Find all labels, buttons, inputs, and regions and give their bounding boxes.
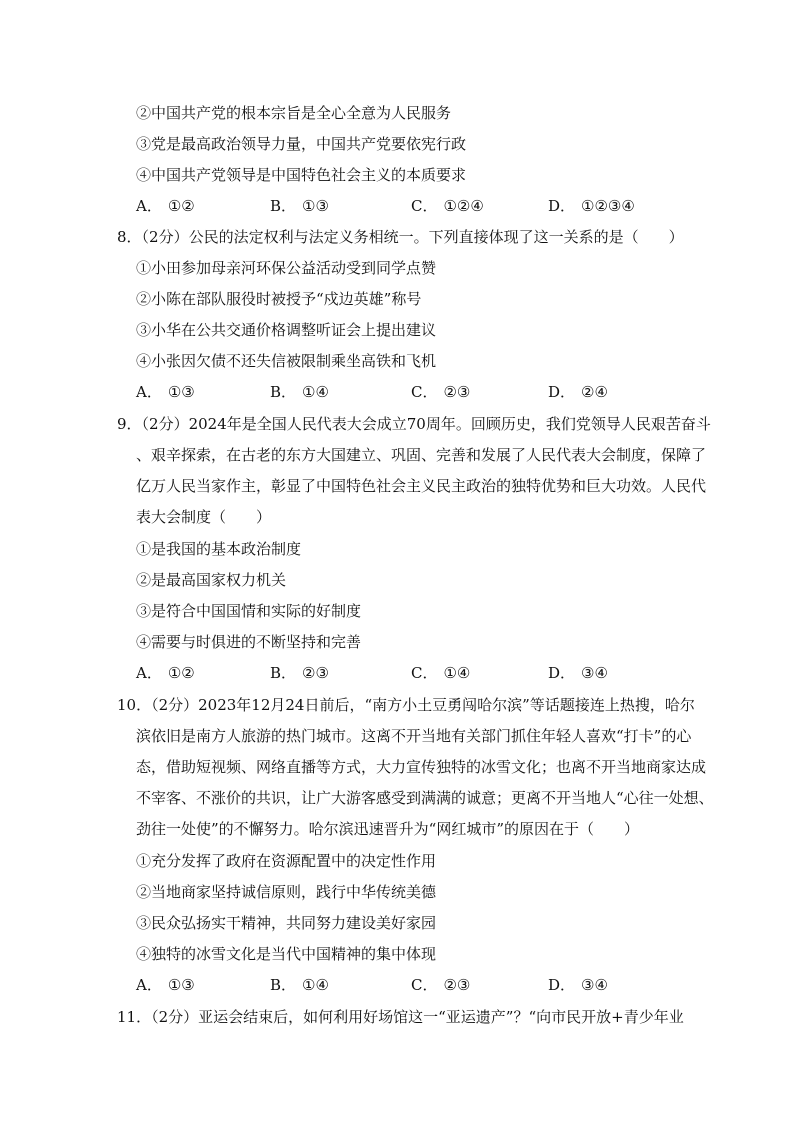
option-c — [411, 975, 470, 995]
question-8-stem: 8．（2分）公民的法定权利与法定义务相统一。下列直接体现了这一关系的是（ ） — [117, 228, 684, 246]
option-d — [548, 382, 608, 402]
statement: ②中国共产党的根本宗旨是全心全意为人民服务 — [136, 104, 452, 122]
option-b — [270, 663, 329, 683]
statement: ④需要与时俱进的不断坚持和完善 — [136, 633, 362, 651]
question-10-stem: 劲往一处使”的不懈努力。哈尔滨迅速晋升为“网红城市”的原因在于（ ） — [136, 820, 640, 838]
option-text: ③④ — [581, 664, 608, 682]
option-letter: A． — [136, 197, 162, 215]
question-9-stem: 亿万人民当家作主，彰显了中国特色社会主义民主政治的独特优势和巨大功效。人民代 — [136, 477, 707, 495]
option-letter: C． — [411, 664, 438, 682]
statement: ④中国共产党领导是中国特色社会主义的本质要求 — [136, 166, 467, 184]
option-letter: C． — [411, 976, 438, 994]
option-letter: D． — [548, 383, 576, 401]
option-letter: B． — [270, 197, 297, 215]
statement: ④独特的冰雪文化是当代中国精神的集中体现 — [136, 945, 437, 963]
option-letter: B． — [270, 383, 297, 401]
question-10-stem: 滨依旧是南方人旅游的热门城市。这离不开当地有关部门抓住年轻人喜欢“打卡”的心 — [136, 727, 692, 745]
option-d — [548, 975, 608, 995]
option-text: ①②④ — [443, 197, 484, 215]
option-c — [411, 382, 470, 402]
question-10-stem: 不宰客、不涨价的共识，让广大游客感受到满满的诚意；更离不开当地人“心往一处想、 — [136, 789, 714, 807]
option-text: ①② — [167, 664, 195, 682]
statement: ②是最高国家权力机关 — [136, 571, 287, 589]
option-a — [136, 382, 195, 402]
option-a — [136, 196, 195, 216]
option-letter: D． — [548, 197, 576, 215]
option-letter: A． — [136, 976, 162, 994]
option-text: ①②③④ — [581, 197, 635, 215]
option-d — [548, 663, 608, 683]
option-text: ②③ — [302, 664, 329, 682]
option-b — [270, 382, 329, 402]
option-letter: A． — [136, 664, 162, 682]
option-text: ①③ — [167, 976, 195, 994]
option-text: ①④ — [302, 383, 329, 401]
option-text: ①④ — [443, 664, 471, 682]
option-b — [270, 975, 329, 995]
option-c — [411, 196, 484, 216]
statement: ②当地商家坚持诚信原则，践行中华传统美德 — [136, 883, 437, 901]
option-letter: C． — [411, 383, 438, 401]
statement: ①小田参加母亲河环保公益活动受到同学点赞 — [136, 259, 437, 277]
option-letter: C． — [411, 197, 438, 215]
option-letter: B． — [270, 664, 297, 682]
option-text: ①③ — [302, 197, 329, 215]
question-10-stem: 态，借助短视频、网络直播等方式，大力宣传独特的冰雪文化；也离不开当地商家达成 — [136, 758, 707, 776]
statement: ③民众弘扬实干精神，共同努力建设美好家园 — [136, 914, 437, 932]
option-text: ③④ — [581, 976, 608, 994]
option-c — [411, 663, 470, 683]
option-b — [270, 196, 329, 216]
option-text: ②④ — [581, 383, 608, 401]
option-letter: D． — [548, 664, 576, 682]
option-d — [548, 196, 635, 216]
option-a — [136, 663, 195, 683]
statement: ③党是最高政治领导力量，中国共产党要依宪行政 — [136, 135, 467, 153]
question-11-stem: 11．（2分）亚运会结束后，如何利用好场馆这一“亚运遗产”？“向市民开放+青少年业 — [117, 1008, 684, 1026]
option-text: ①② — [167, 197, 195, 215]
option-text: ②③ — [443, 976, 471, 994]
statement: ③是符合中国国情和实际的好制度 — [136, 602, 362, 620]
statement: ②小陈在部队服役时被授予“戍边英雄”称号 — [136, 290, 422, 308]
question-10-stem: 10．（2分）2023年12月24日前后，“南方小土豆勇闯哈尔滨”等话题接连上热搜，哈尔 — [117, 696, 695, 714]
statement: ①充分发挥了政府在资源配置中的决定性作用 — [136, 852, 437, 870]
question-9-stem: 9．（2分）2024年是全国人民代表大会成立70周年。回顾历史，我们党领导人民艰苦奋斗 — [117, 415, 711, 433]
option-letter: A． — [136, 383, 162, 401]
option-letter: B． — [270, 976, 297, 994]
statement: ①是我国的基本政治制度 — [136, 540, 302, 558]
option-text: ①③ — [167, 383, 195, 401]
question-9-stem: 、艰辛探索，在古老的东方大国建立、巩固、完善和发展了人民代表大会制度，保障了 — [136, 446, 707, 464]
option-letter: D． — [548, 976, 576, 994]
statement: ④小张因欠债不还失信被限制乘坐高铁和飞机 — [136, 352, 437, 370]
option-text: ①④ — [302, 976, 329, 994]
option-text: ②③ — [443, 383, 471, 401]
statement: ③小华在公共交通价格调整听证会上提出建议 — [136, 321, 437, 339]
question-9-stem: 表大会制度（ ） — [136, 508, 272, 526]
option-a — [136, 975, 195, 995]
